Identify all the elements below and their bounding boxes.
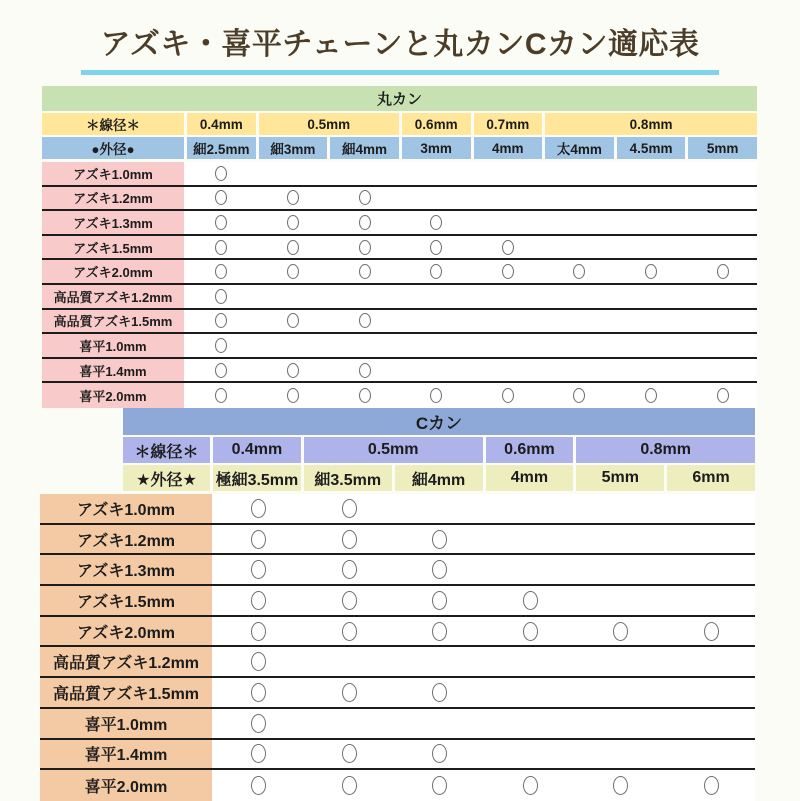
compatibility-cell (688, 187, 757, 210)
compatible-circle-mark (251, 560, 266, 579)
compatible-circle-mark (287, 313, 299, 328)
compatibility-cell (577, 647, 665, 676)
compatible-circle-mark (359, 388, 371, 403)
compatibility-cell (259, 383, 328, 408)
compatible-circle-mark (359, 240, 371, 255)
compatible-circle-mark (342, 744, 357, 763)
outer-diameter-header-cell: 細3mm (259, 137, 328, 159)
compatible-circle-mark (251, 530, 266, 549)
compatibility-cell (396, 647, 484, 676)
compatibility-cell (330, 187, 399, 210)
wire-diameter-header-cell: 0.4mm (187, 113, 256, 135)
compatible-circle-mark (287, 190, 299, 205)
compatibility-cell (306, 555, 394, 584)
compatibility-cell (487, 525, 575, 554)
marukan-header (42, 113, 757, 159)
compatibility-cell (402, 162, 471, 185)
table-row (40, 555, 755, 586)
outer-diameter-header-cell: 細4mm (330, 137, 399, 159)
compatibility-cell (330, 236, 399, 259)
compatibility-cell (402, 285, 471, 308)
compatible-circle-mark (359, 363, 371, 378)
table-row (40, 586, 755, 617)
table-row (40, 647, 755, 678)
chain-row-label: アズキ1.0mm (42, 162, 184, 185)
compatibility-cell (487, 678, 575, 707)
compatible-circle-mark (613, 622, 628, 641)
compatible-circle-mark (502, 388, 514, 403)
compatible-circle-mark (717, 388, 729, 403)
compatible-circle-mark (342, 776, 357, 795)
chain-row-label: アズキ2.0mm (42, 260, 184, 283)
compatibility-cell (668, 678, 756, 707)
compatible-circle-mark (287, 240, 299, 255)
chain-row-label: アズキ2.0mm (40, 617, 212, 646)
outer-diameter-header-cell: 細3.5mm (304, 465, 392, 491)
wire-diameter-header-cell: 0.6mm (402, 113, 471, 135)
compatibility-cell (617, 285, 686, 308)
wire-diameter-header-cell: 0.8mm (576, 437, 755, 463)
outer-diameter-header-cell: 5mm (576, 465, 664, 491)
compatible-circle-mark (704, 622, 719, 641)
compatibility-cell (474, 310, 543, 333)
compatibility-cell (474, 359, 543, 382)
compatible-circle-mark (573, 264, 585, 279)
compatibility-cell (545, 359, 614, 382)
chain-row-label: 高品質アズキ1.5mm (42, 310, 184, 333)
table-row (40, 494, 755, 525)
compatible-circle-mark (287, 388, 299, 403)
compatible-circle-mark (215, 363, 227, 378)
wire-diameter-row-label: ＊線径＊ (42, 113, 184, 135)
compatible-circle-mark (215, 166, 227, 181)
compatibility-cell (688, 236, 757, 259)
compatibility-cell (330, 359, 399, 382)
compatibility-cell (668, 617, 756, 646)
compatibility-cell (402, 187, 471, 210)
compatibility-cell (617, 162, 686, 185)
compatibility-cell (668, 770, 756, 801)
table-row (40, 770, 755, 801)
compatibility-cell (396, 770, 484, 801)
compatibility-cell (330, 162, 399, 185)
compatibility-cell (487, 617, 575, 646)
compatibility-cell (402, 334, 471, 357)
compatible-circle-mark (215, 313, 227, 328)
compatibility-cell (259, 162, 328, 185)
compatibility-cell (577, 770, 665, 801)
compatibility-cell (215, 740, 303, 769)
compatibility-cell (402, 310, 471, 333)
compatibility-cell (545, 211, 614, 234)
compatibility-cell (617, 236, 686, 259)
compatibility-cell (474, 334, 543, 357)
compatibility-cell (306, 617, 394, 646)
compatible-circle-mark (523, 622, 538, 641)
compatibility-cell (215, 617, 303, 646)
compatibility-cell (688, 334, 757, 357)
compatible-circle-mark (251, 652, 266, 671)
compatible-circle-mark (645, 264, 657, 279)
compatibility-cell (668, 555, 756, 584)
compatible-circle-mark (251, 499, 266, 518)
table-row (42, 383, 757, 408)
compatibility-cell (577, 525, 665, 554)
compatibility-cell (688, 162, 757, 185)
compatible-circle-mark (251, 776, 266, 795)
compatibility-cell (215, 770, 303, 801)
compatible-circle-mark (287, 215, 299, 230)
compatibility-cell (474, 260, 543, 283)
compatible-circle-mark (215, 338, 227, 353)
compatibility-cell (545, 310, 614, 333)
compatible-circle-mark (717, 264, 729, 279)
compatibility-cell (688, 285, 757, 308)
compatibility-cell (487, 494, 575, 523)
chain-row-label: アズキ1.2mm (40, 525, 212, 554)
ckan-header (123, 437, 755, 491)
chain-row-label: 高品質アズキ1.5mm (40, 678, 212, 707)
compatibility-cell (306, 678, 394, 707)
compatibility-cell (187, 211, 256, 234)
compatible-circle-mark (215, 289, 227, 304)
compatibility-cell (487, 555, 575, 584)
compatibility-cell (668, 586, 756, 615)
ckan-body (40, 494, 755, 801)
compatibility-cell (474, 187, 543, 210)
wire-diameter-header-cell: 0.8mm (545, 113, 757, 135)
compatibility-cell (487, 647, 575, 676)
compatibility-cell (306, 740, 394, 769)
compatible-circle-mark (359, 264, 371, 279)
compatible-circle-mark (704, 776, 719, 795)
compatible-circle-mark (342, 560, 357, 579)
compatibility-cell (545, 285, 614, 308)
compatibility-cell (330, 260, 399, 283)
wire-diameter-header-cell: 0.5mm (304, 437, 483, 463)
compatibility-cell (577, 709, 665, 738)
compatibility-cell (187, 334, 256, 357)
compatibility-cell (688, 359, 757, 382)
compatible-circle-mark (432, 776, 447, 795)
compatibility-cell (215, 709, 303, 738)
outer-diameter-header-cell: 極細3.5mm (213, 465, 301, 491)
compatibility-cell (487, 740, 575, 769)
compatibility-cell (617, 211, 686, 234)
compatibility-cell (577, 555, 665, 584)
compatibility-cell (187, 310, 256, 333)
table-row (42, 187, 757, 212)
compatible-circle-mark (251, 622, 266, 641)
compatibility-cell (259, 236, 328, 259)
compatibility-cell (545, 334, 614, 357)
table-row (42, 285, 757, 310)
ckan-table (40, 408, 755, 801)
compatibility-cell (617, 334, 686, 357)
compatible-circle-mark (342, 530, 357, 549)
compatibility-cell (330, 310, 399, 333)
compatibility-cell (306, 770, 394, 801)
compatibility-cell (545, 236, 614, 259)
compatibility-cell (396, 617, 484, 646)
compatibility-cell (259, 359, 328, 382)
table-row (42, 236, 757, 261)
compatibility-cell (396, 555, 484, 584)
table-row (42, 334, 757, 359)
marukan-body (42, 162, 757, 408)
compatibility-cell (688, 211, 757, 234)
compatibility-cell (617, 310, 686, 333)
compatible-circle-mark (251, 683, 266, 702)
table-row (42, 359, 757, 384)
compatible-circle-mark (523, 776, 538, 795)
compatibility-cell (668, 525, 756, 554)
compatibility-cell (402, 260, 471, 283)
compatibility-cell (215, 494, 303, 523)
chain-row-label: 喜平2.0mm (42, 383, 184, 408)
compatible-circle-mark (432, 530, 447, 549)
compatibility-cell (617, 383, 686, 408)
marukan-table (42, 86, 757, 408)
compatible-circle-mark (359, 190, 371, 205)
compatibility-cell (187, 285, 256, 308)
ckan-banner: Cカン (123, 408, 755, 435)
compatible-circle-mark (215, 264, 227, 279)
compatibility-cell (306, 709, 394, 738)
compatibility-cell (330, 285, 399, 308)
compatibility-cell (187, 162, 256, 185)
outer-diameter-header-cell: 太4mm (545, 137, 614, 159)
compatibility-cell (668, 647, 756, 676)
compatibility-cell (474, 236, 543, 259)
compatibility-cell (402, 211, 471, 234)
compatibility-cell (215, 647, 303, 676)
wire-diameter-header-cell: 0.6mm (486, 437, 574, 463)
compatibility-cell (396, 740, 484, 769)
table-row (40, 617, 755, 648)
compatibility-cell (545, 383, 614, 408)
table-row (40, 525, 755, 556)
compatibility-cell (259, 310, 328, 333)
compatible-circle-mark (430, 264, 442, 279)
table-row (42, 162, 757, 187)
compatibility-cell (688, 310, 757, 333)
outer-diameter-header-cell: 4mm (486, 465, 574, 491)
compatibility-cell (668, 709, 756, 738)
compatibility-cell (577, 494, 665, 523)
compatibility-cell (487, 586, 575, 615)
compatibility-cell (259, 211, 328, 234)
outer-diameter-header-cell: 細2.5mm (187, 137, 256, 159)
compatibility-cell (474, 285, 543, 308)
compatible-circle-mark (215, 388, 227, 403)
compatible-circle-mark (430, 215, 442, 230)
chain-row-label: 喜平1.4mm (42, 359, 184, 382)
chain-row-label: アズキ1.3mm (42, 211, 184, 234)
compatibility-cell (396, 586, 484, 615)
outer-diameter-row-label: ●外径● (42, 137, 184, 159)
chain-row-label: 喜平1.4mm (40, 740, 212, 769)
compatible-circle-mark (215, 240, 227, 255)
wire-diameter-header-cell: 0.4mm (213, 437, 301, 463)
table-row (40, 678, 755, 709)
compatible-circle-mark (287, 264, 299, 279)
outer-diameter-header-cell: 3mm (402, 137, 471, 159)
compatibility-cell (688, 383, 757, 408)
compatibility-cell (577, 617, 665, 646)
compatibility-cell (396, 525, 484, 554)
chain-row-label: 喜平2.0mm (40, 770, 212, 801)
compatibility-cell (487, 770, 575, 801)
compatible-circle-mark (502, 240, 514, 255)
compatibility-cell (306, 494, 394, 523)
compatibility-cell (187, 236, 256, 259)
compatible-circle-mark (342, 499, 357, 518)
compatible-circle-mark (342, 683, 357, 702)
table-row (40, 709, 755, 740)
outer-diameter-header-cell: 4mm (474, 137, 543, 159)
compatibility-cell (474, 162, 543, 185)
compatibility-cell (215, 678, 303, 707)
wire-diameter-header-cell: 0.5mm (259, 113, 399, 135)
compatibility-cell (259, 285, 328, 308)
compatibility-cell (545, 260, 614, 283)
compatibility-cell (330, 211, 399, 234)
compatibility-cell (187, 187, 256, 210)
compatibility-cell (187, 383, 256, 408)
compatibility-cell (474, 383, 543, 408)
compatibility-cell (577, 678, 665, 707)
compatibility-cell (259, 187, 328, 210)
compatibility-cell (306, 586, 394, 615)
compatible-circle-mark (432, 591, 447, 610)
wire-diameter-row-label: ＊線径＊ (123, 437, 210, 463)
compatible-circle-mark (432, 683, 447, 702)
chain-row-label: 喜平1.0mm (42, 334, 184, 357)
compatible-circle-mark (430, 240, 442, 255)
compatible-circle-mark (645, 388, 657, 403)
compatible-circle-mark (251, 744, 266, 763)
outer-diameter-header-cell: 5mm (688, 137, 757, 159)
compatibility-cell (396, 494, 484, 523)
outer-diameter-row-label: ★外径★ (123, 465, 210, 491)
compatible-circle-mark (613, 776, 628, 795)
table-row (42, 310, 757, 335)
wire-diameter-header-cell: 0.7mm (474, 113, 543, 135)
compatibility-cell (330, 383, 399, 408)
compatibility-cell (402, 383, 471, 408)
chain-row-label: 高品質アズキ1.2mm (40, 647, 212, 676)
compatible-circle-mark (432, 560, 447, 579)
compatibility-cell (402, 236, 471, 259)
compatibility-cell (259, 260, 328, 283)
compatible-circle-mark (342, 591, 357, 610)
compatibility-cell (215, 555, 303, 584)
compatible-circle-mark (573, 388, 585, 403)
compatibility-cell (668, 494, 756, 523)
chain-row-label: アズキ1.5mm (40, 586, 212, 615)
compatible-circle-mark (215, 190, 227, 205)
compatible-circle-mark (287, 363, 299, 378)
chain-row-label: 高品質アズキ1.2mm (42, 285, 184, 308)
chain-row-label: アズキ1.5mm (42, 236, 184, 259)
table-row (40, 740, 755, 771)
compatibility-cell (330, 334, 399, 357)
compatibility-cell (617, 260, 686, 283)
chain-row-label: 喜平1.0mm (40, 709, 212, 738)
chain-row-label: アズキ1.3mm (40, 555, 212, 584)
compatibility-cell (402, 359, 471, 382)
table-row (42, 211, 757, 236)
compatible-circle-mark (251, 714, 266, 733)
compatibility-cell (187, 359, 256, 382)
compatibility-cell (668, 740, 756, 769)
compatibility-cell (577, 740, 665, 769)
compatibility-cell (577, 586, 665, 615)
compatibility-cell (215, 525, 303, 554)
compatible-circle-mark (432, 622, 447, 641)
compatibility-cell (215, 586, 303, 615)
compatibility-cell (545, 162, 614, 185)
page-title: アズキ・喜平チェーンと丸カンCカン適応表 (81, 19, 720, 75)
compatibility-cell (487, 709, 575, 738)
compatible-circle-mark (359, 215, 371, 230)
table-row (42, 260, 757, 285)
compatible-circle-mark (432, 744, 447, 763)
compatibility-cell (545, 187, 614, 210)
chain-row-label: アズキ1.2mm (42, 187, 184, 210)
outer-diameter-header-cell: 4.5mm (617, 137, 686, 159)
outer-diameter-header-cell: 細4mm (395, 465, 483, 491)
compatible-circle-mark (502, 264, 514, 279)
compatibility-cell (259, 334, 328, 357)
compatibility-cell (306, 647, 394, 676)
compatibility-cell (306, 525, 394, 554)
title-wrap (0, 0, 800, 75)
compatibility-cell (688, 260, 757, 283)
marukan-banner: 丸カン (42, 86, 757, 111)
outer-diameter-header-cell: 6mm (667, 465, 755, 491)
compatible-circle-mark (359, 313, 371, 328)
compatible-circle-mark (430, 388, 442, 403)
compatibility-cell (617, 359, 686, 382)
chain-row-label: アズキ1.0mm (40, 494, 212, 523)
compatible-circle-mark (215, 215, 227, 230)
compatible-circle-mark (342, 622, 357, 641)
compatibility-cell (617, 187, 686, 210)
compatibility-cell (187, 260, 256, 283)
compatible-circle-mark (523, 591, 538, 610)
compatibility-cell (396, 709, 484, 738)
compatibility-cell (396, 678, 484, 707)
compatible-circle-mark (251, 591, 266, 610)
compatibility-cell (474, 211, 543, 234)
